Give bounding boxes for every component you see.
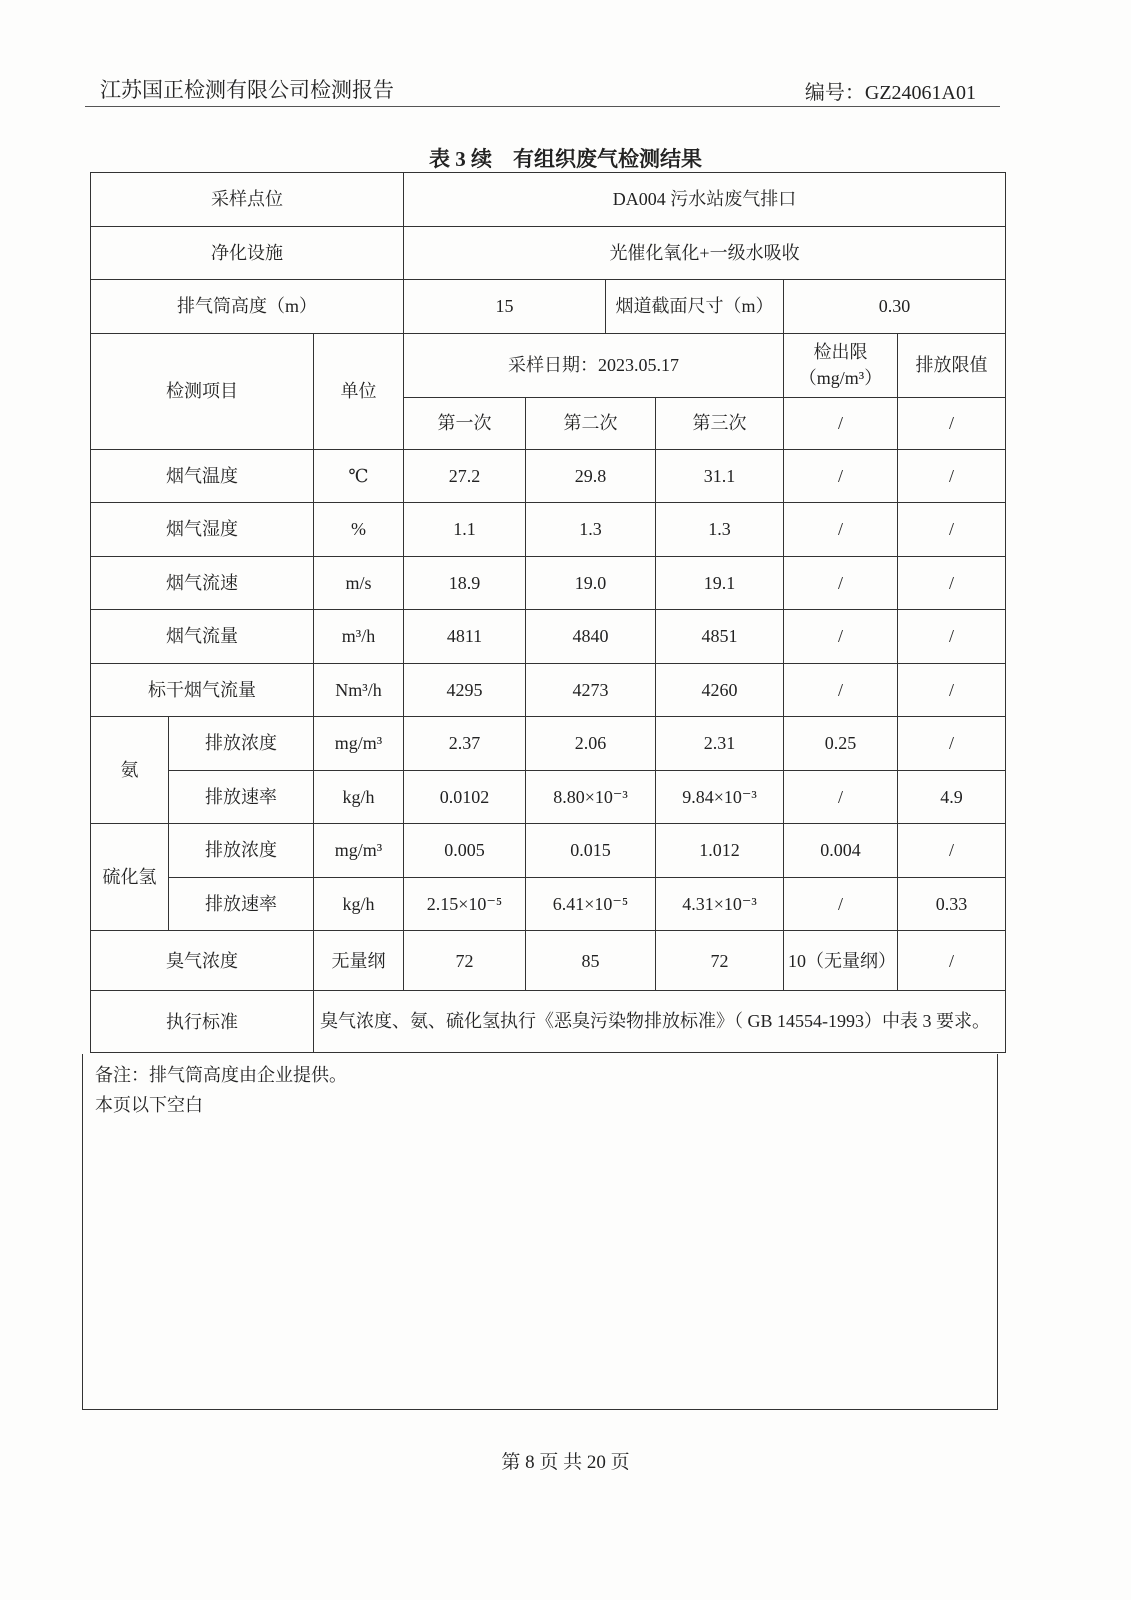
cell: /: [898, 931, 1006, 991]
col-third: 第三次: [656, 397, 784, 449]
cell: /: [784, 397, 898, 449]
sampling-point-label: 采样点位: [91, 173, 404, 227]
col-item: 检测项目: [91, 333, 314, 449]
remark-note: 备注：排气筒高度由企业提供。: [95, 1065, 347, 1085]
table-row: [91, 931, 1006, 991]
table-row: [91, 280, 1006, 334]
cell: 29.8: [526, 449, 656, 503]
cell: ℃: [314, 449, 404, 503]
table-row: [91, 991, 1006, 1053]
cell: 6.41×10⁻⁵: [526, 877, 656, 931]
col-limit: 排放限值: [898, 333, 1006, 397]
purification: 光催化氧化+一级水吸收: [404, 226, 1006, 280]
table-row: [91, 610, 1006, 664]
cell: /: [898, 824, 1006, 878]
cell: mg/m³: [314, 824, 404, 878]
table-row: [91, 663, 1006, 717]
cell: /: [898, 449, 1006, 503]
cell: /: [898, 610, 1006, 664]
table-row: [91, 226, 1006, 280]
cell: 排放速率: [169, 877, 314, 931]
table-row: [91, 824, 1006, 878]
cell: %: [314, 503, 404, 557]
remark-blank: 本页以下空白: [95, 1095, 203, 1115]
cell: /: [784, 503, 898, 557]
cell: mg/m³: [314, 717, 404, 771]
cell: kg/h: [314, 877, 404, 931]
cell: 4811: [404, 610, 526, 664]
page-number: 第 8 页 共 20 页: [501, 1452, 630, 1473]
cell: 1.3: [526, 503, 656, 557]
table-row: [91, 770, 1006, 824]
stack-height: 15: [404, 280, 606, 334]
cell: 85: [526, 931, 656, 991]
cell: 8.80×10⁻³: [526, 770, 656, 824]
cell: 无量纲: [314, 931, 404, 991]
cell: 烟气湿度: [91, 503, 314, 557]
remarks-box: [82, 1054, 998, 1410]
cell: 4851: [656, 610, 784, 664]
table-header-row: [91, 333, 1006, 397]
cell: 标干烟气流量: [91, 663, 314, 717]
cell: /: [784, 877, 898, 931]
cell: 0.015: [526, 824, 656, 878]
col-unit: 单位: [314, 333, 404, 449]
company-header: 江苏国正检测有限公司检测报告: [100, 78, 394, 102]
cell: 4295: [404, 663, 526, 717]
flue-size-label: 烟道截面尺寸（m）: [606, 280, 784, 334]
cell: /: [898, 556, 1006, 610]
cell: /: [784, 663, 898, 717]
cell: 4.9: [898, 770, 1006, 824]
standard-text: 臭气浓度、氨、硫化氢执行《恶臭污染物排放标准》（ GB 14554-1993）中表 3 要求。: [314, 991, 1006, 1053]
flue-size: 0.30: [784, 280, 1006, 334]
cell: 烟气温度: [91, 449, 314, 503]
cell: Nm³/h: [314, 663, 404, 717]
cell: 臭气浓度: [91, 931, 314, 991]
cell: 18.9: [404, 556, 526, 610]
cell: 烟气流速: [91, 556, 314, 610]
purification-label: 净化设施: [91, 226, 404, 280]
cell: 0.25: [784, 717, 898, 771]
cell: /: [898, 717, 1006, 771]
cell: m³/h: [314, 610, 404, 664]
cell: 1.1: [404, 503, 526, 557]
cell: 31.1: [656, 449, 784, 503]
cell: 19.1: [656, 556, 784, 610]
cell: 19.0: [526, 556, 656, 610]
cell: 0.0102: [404, 770, 526, 824]
cell: 0.004: [784, 824, 898, 878]
cell: /: [784, 610, 898, 664]
cell: 烟气流量: [91, 610, 314, 664]
cell: kg/h: [314, 770, 404, 824]
report-number: 编号：GZ24061A01: [804, 82, 976, 104]
cell: 2.06: [526, 717, 656, 771]
cell: 1.3: [656, 503, 784, 557]
cell: 72: [404, 931, 526, 991]
cell: 27.2: [404, 449, 526, 503]
stack-height-label: 排气筒高度（m）: [91, 280, 404, 334]
table-row: [91, 173, 1006, 227]
cell: 9.84×10⁻³: [656, 770, 784, 824]
col-first: 第一次: [404, 397, 526, 449]
cell: 4273: [526, 663, 656, 717]
cell: 排放速率: [169, 770, 314, 824]
sampling-point: DA004 污水站废气排口: [404, 173, 1006, 227]
cell: /: [784, 556, 898, 610]
results-table: [90, 172, 1006, 1053]
col-second: 第二次: [526, 397, 656, 449]
cell: 4.31×10⁻³: [656, 877, 784, 931]
table-title: 表 3 续 有组织废气检测结果: [429, 147, 702, 171]
cell: 10（无量纲）: [784, 931, 898, 991]
table-row: [91, 503, 1006, 557]
cell: 排放浓度: [169, 717, 314, 771]
cell: 2.31: [656, 717, 784, 771]
col-date: 采样日期：2023.05.17: [404, 333, 784, 397]
cell: /: [784, 770, 898, 824]
cell: 1.012: [656, 824, 784, 878]
cell: /: [784, 449, 898, 503]
table-row: [91, 449, 1006, 503]
table-row: [91, 877, 1006, 931]
h2s-label: 硫化氢: [91, 824, 169, 931]
cell: 排放浓度: [169, 824, 314, 878]
cell: 2.15×10⁻⁵: [404, 877, 526, 931]
header-divider: [85, 106, 1000, 107]
cell: 0.005: [404, 824, 526, 878]
cell: m/s: [314, 556, 404, 610]
cell: 4840: [526, 610, 656, 664]
col-detection-limit: 检出限（mg/m³）: [784, 333, 898, 397]
cell: /: [898, 397, 1006, 449]
table-row: [91, 717, 1006, 771]
table-row: [91, 556, 1006, 610]
cell: 2.37: [404, 717, 526, 771]
cell: 4260: [656, 663, 784, 717]
cell: 0.33: [898, 877, 1006, 931]
standard-label: 执行标准: [91, 991, 314, 1053]
ammonia-label: 氨: [91, 717, 169, 824]
cell: 72: [656, 931, 784, 991]
cell: /: [898, 503, 1006, 557]
cell: /: [898, 663, 1006, 717]
